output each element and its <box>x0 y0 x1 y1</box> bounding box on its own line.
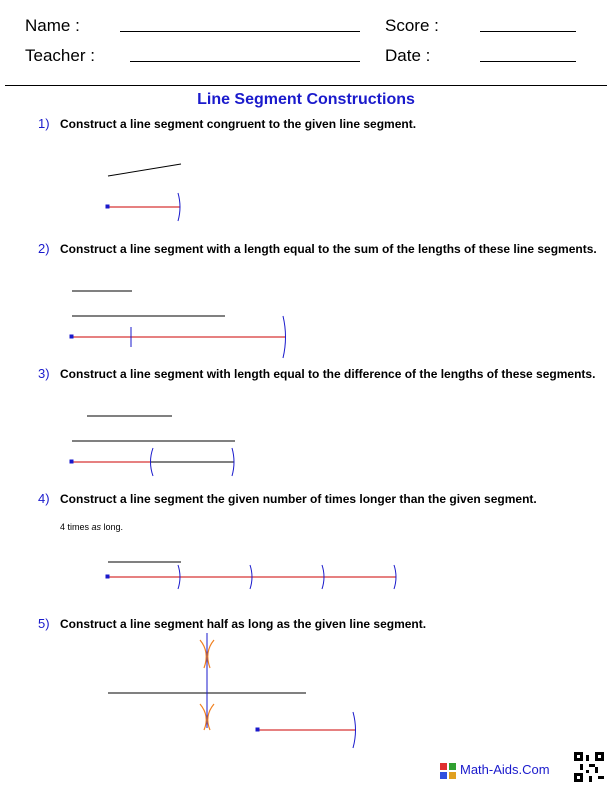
question-text-1: Construct a line segment congruent to the given line segment. <box>60 117 417 131</box>
given-segment <box>108 164 181 176</box>
question-number-5: 5) <box>38 616 50 631</box>
question-text-3: Construct a line segment with length equal to the difference of the lengths of these segments. <box>60 367 596 381</box>
question-number-4: 4) <box>38 491 50 506</box>
page-title: Line Segment Constructions <box>197 91 415 108</box>
note-italic: as <box>91 522 102 532</box>
note-prefix: 4 times <box>60 522 92 532</box>
question-number-3: 3) <box>38 366 50 381</box>
score-label: Score : <box>385 16 439 35</box>
start-point <box>106 575 110 579</box>
bisector-arc-bottom-left <box>200 704 206 730</box>
figure-1 <box>106 164 182 221</box>
figure-2 <box>70 291 286 358</box>
note-suffix: long. <box>101 522 124 532</box>
start-point <box>256 728 260 732</box>
figure-4 <box>106 562 397 589</box>
question-text-4: Construct a line segment the given number of times longer than the given segment. <box>60 492 537 506</box>
figure-3 <box>70 416 236 476</box>
bisector-arc-top-right <box>208 640 214 668</box>
calculator-icon <box>440 763 456 779</box>
start-point <box>70 335 74 339</box>
start-point <box>106 205 110 209</box>
date-label: Date : <box>385 46 431 65</box>
figure-5 <box>108 633 356 748</box>
footer-logo-text[interactable]: Math-Aids.Com <box>460 762 550 777</box>
question-text-5: Construct a line segment half as long as the given line segment. <box>60 617 427 631</box>
name-label: Name : <box>25 16 80 35</box>
question-number-1: 1) <box>38 116 50 131</box>
bisector-arc-top-left <box>200 640 206 668</box>
teacher-label: Teacher : <box>25 46 95 65</box>
question-number-2: 2) <box>38 241 50 256</box>
start-point <box>70 460 74 464</box>
question-text-2: Construct a line segment with a length equal to the sum of the lengths of these line segments. <box>60 242 597 256</box>
bisector-arc-bottom-right <box>208 704 214 730</box>
qr-code-icon <box>574 752 604 782</box>
